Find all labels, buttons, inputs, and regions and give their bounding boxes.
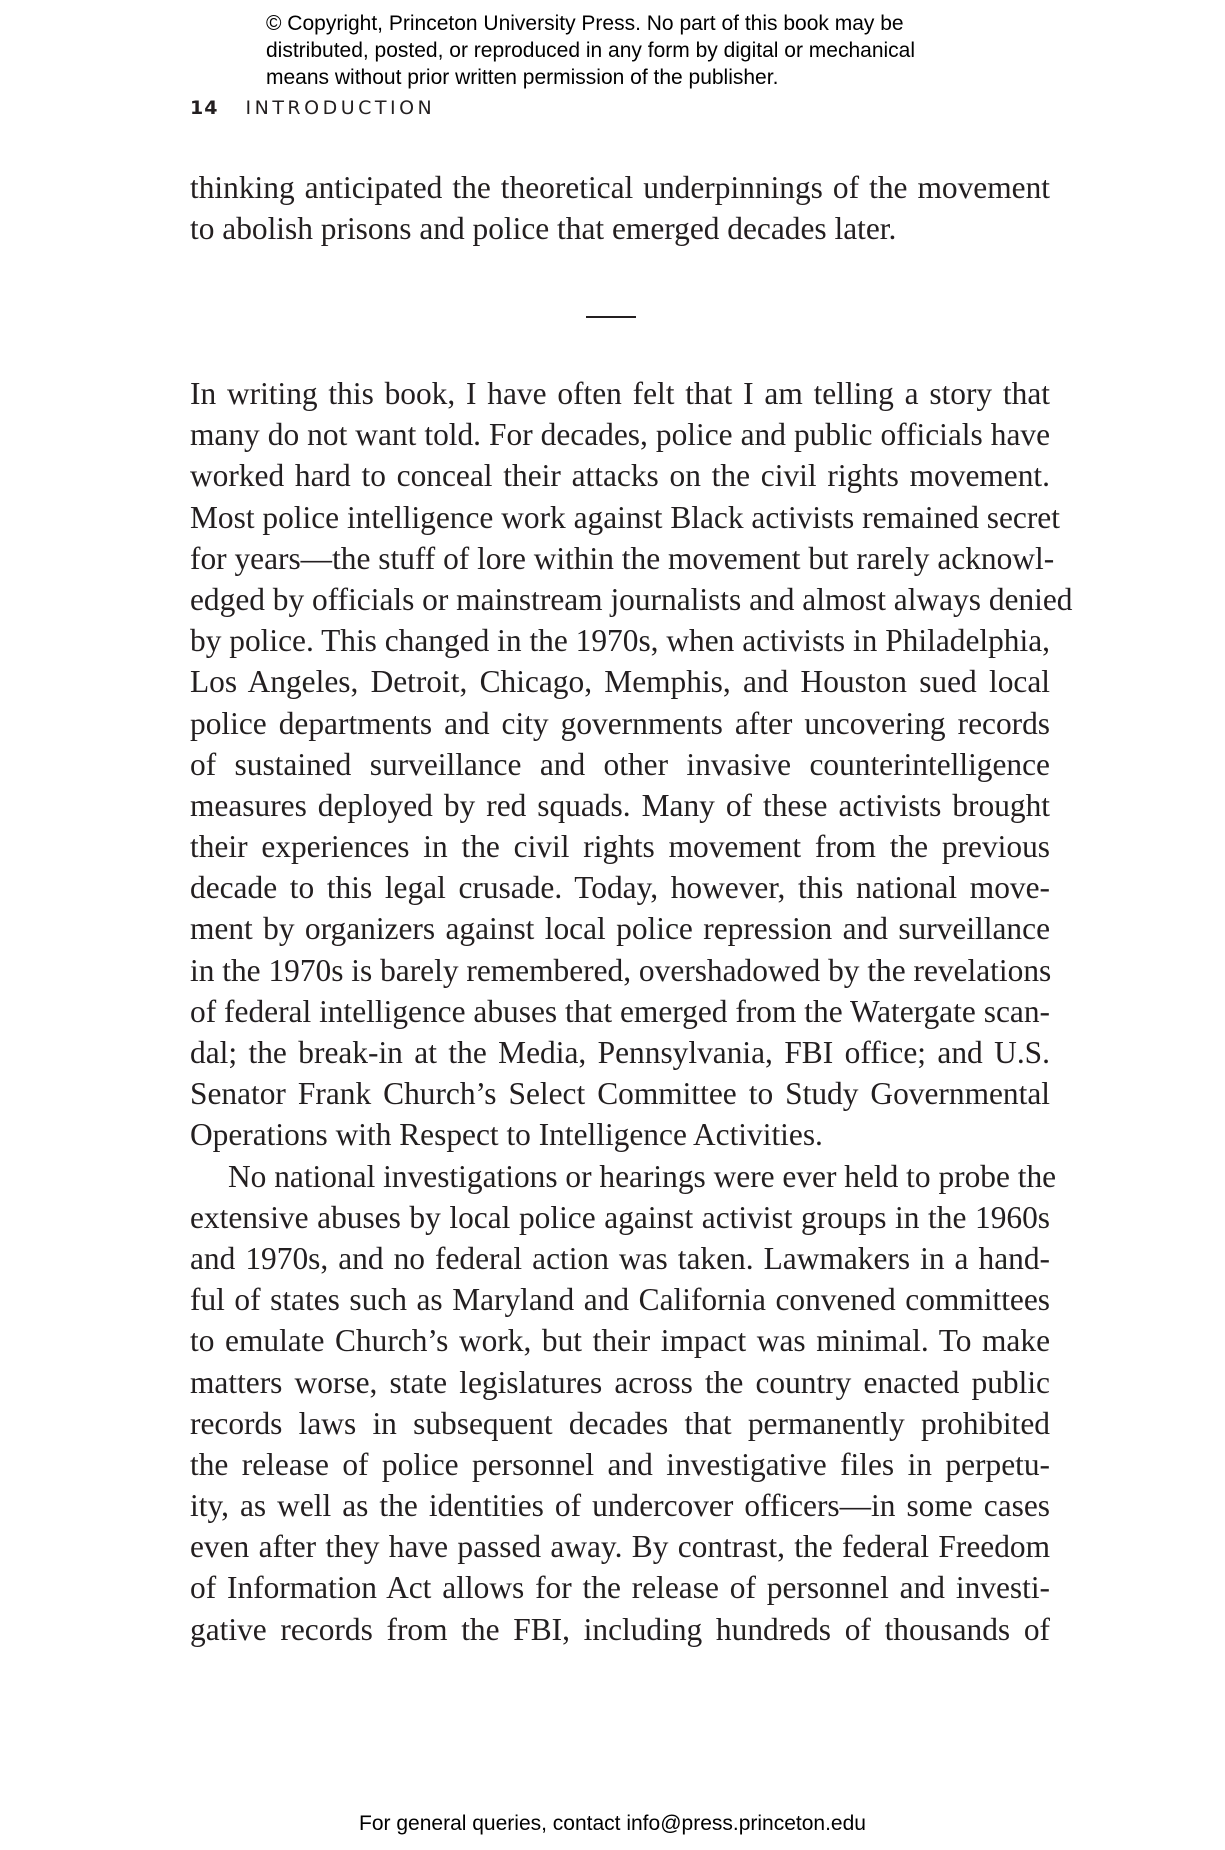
copyright-line: means without prior written permission of the publisher. [266,66,779,89]
section-break-rule [586,316,636,318]
text-line: matters worse, state legislatures across the country enacted public [190,1364,1050,1400]
text-line: the release of police personnel and investigative files in perpetu- [190,1446,1050,1482]
text-line: thinking anticipated the theoretical underpinnings of the movement [190,170,1050,205]
page-number: 14 [190,97,219,119]
text-line: to emulate Church’s work, but their impact was minimal. To make [190,1323,1050,1359]
text-line: many do not want told. For decades, police and public officials have [190,417,1050,453]
text-line: edged by officials or mainstream journalists and almost always denied [190,581,1073,617]
running-head [190,97,435,119]
text-line: of sustained surveillance and other invasive counterintelligence [190,746,1050,782]
text-line: police departments and city governments after uncovering records [190,705,1050,741]
footer-contact: For general queries, contact info@press.princeton.edu [359,1812,866,1835]
copyright-line: © Copyright, Princeton University Press. No part of this book may be [266,12,904,35]
text-line: Los Angeles, Detroit, Chicago, Memphis, and Houston sued local [190,664,1050,700]
text-line: records laws in subsequent decades that permanently prohibited [190,1405,1050,1441]
text-line: gative records from the FBI, including hundreds of thousands of [190,1611,1050,1647]
text-line: dal; the break-in at the Media, Pennsylvania, FBI office; and U.S. [190,1035,1050,1070]
paragraph [190,373,1073,1156]
main-text [190,373,1073,1650]
text-line: Senator Frank Church’s Select Committee to Study Governmental [190,1076,1050,1112]
copyright-notice [266,10,1026,91]
text-line: for years—the stuff of lore within the movement but rarely acknowl- [190,540,1055,576]
opening-paragraph [190,167,1050,249]
text-line: decade to this legal crusade. Today, however, this national move- [190,870,1050,906]
copyright-line: distributed, posted, or reproduced in any form by digital or mechanical [266,39,916,62]
text-line: measures deployed by red squads. Many of these activists brought [190,787,1050,823]
text-line: Operations with Respect to Intelligence Activities. [190,1117,823,1153]
text-line: ment by organizers against local police repression and surveillance [190,911,1050,947]
text-line: In writing this book, I have often felt that I am telling a story that [190,376,1050,411]
text-line: worked hard to conceal their attacks on the civil rights movement. [190,458,1050,494]
paragraph [190,1156,1057,1650]
text-line: of federal intelligence abuses that emerged from the Watergate scan- [190,993,1050,1029]
text-line: by police. This changed in the 1970s, when activists in Philadelphia, [190,623,1050,659]
text-line: of Information Act allows for the release of personnel and investi- [190,1570,1050,1606]
section-title: INTRODUCTION [245,97,436,119]
text-line: ful of states such as Maryland and California convened committees [190,1282,1050,1318]
text-line: their experiences in the civil rights movement from the previous [190,829,1050,865]
text-line: to abolish prisons and police that emerged decades later. [190,211,897,247]
text-line: Most police intelligence work against Black activists remained secret [190,499,1060,535]
text-line: No national investigations or hearings were ever held to probe the [228,1158,1057,1194]
text-line: in the 1970s is barely remembered, overshadowed by the revelations [190,952,1052,988]
text-line: even after they have passed away. By contrast, the federal Freedom [190,1529,1050,1565]
text-line: and 1970s, and no federal action was taken. Lawmakers in a hand- [190,1240,1050,1276]
text-line: extensive abuses by local police against activist groups in the 1960s [190,1199,1050,1235]
text-line: ity, as well as the identities of undercover officers—in some cases [190,1488,1050,1524]
